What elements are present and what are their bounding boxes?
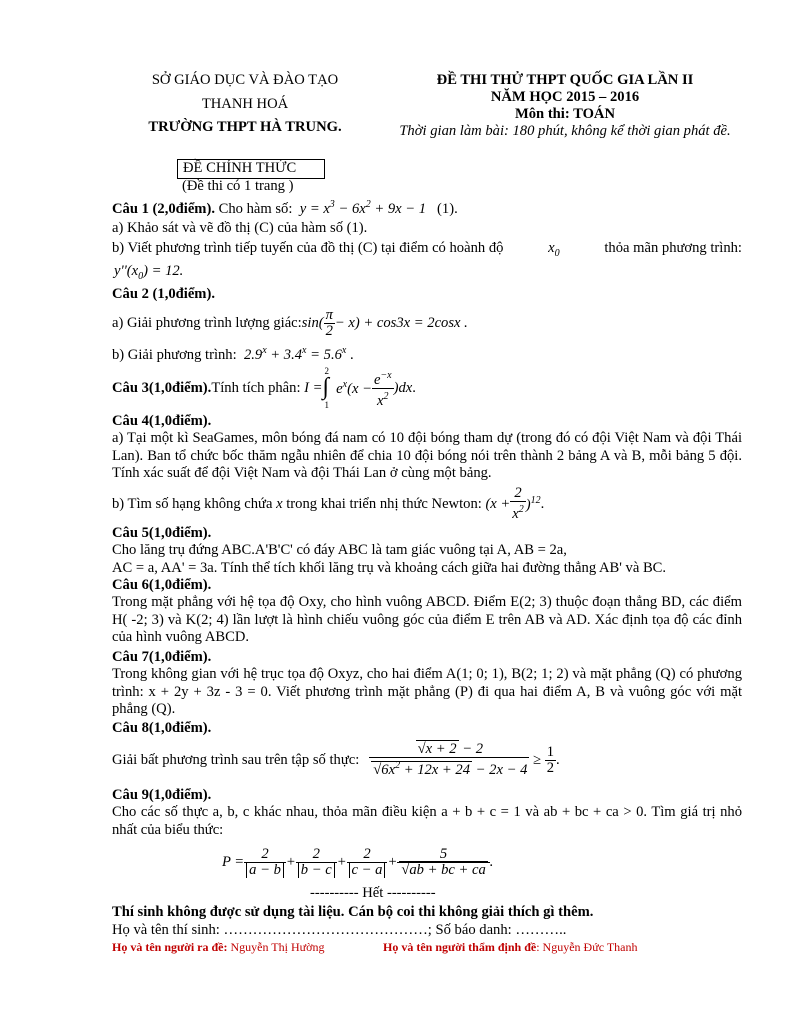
q3-heading: Câu 3(1,0điểm). (112, 379, 212, 396)
dept-name: SỞ GIÁO DỤC VÀ ĐÀO TẠO (151, 72, 339, 88)
q9-expression: P = $\frac{2}{a - b}$ + $\frac{2}{b - c}$ + $\frac{2}{c - a}$ + $\frac{5}{√ab + bc + ca}$ . (222, 845, 494, 878)
q4-frac: $\frac{2}{x^2}$ (512, 485, 524, 522)
q9-text: Cho các số thực a, b, c khác nhau, thỏa mãn điều kiện a + b + c = 1 và ab + bc + ca > 0. Tìm giá trị nhỏ nhất của biểu thức: (112, 804, 742, 838)
q1-b-tail: thỏa mãn phương trình: (604, 240, 742, 256)
checker-line (383, 940, 637, 955)
q2-heading: Câu 2 (1,0điểm). (112, 286, 215, 302)
exam-time: Thời gian làm bài: 180 phút, không kể thời gian phát đề. (399, 123, 731, 139)
q1-intro: Cho hàm số: (214, 200, 297, 217)
q2-a-line: a) Giải phương trình lượng giác: sin( $\frac{\pi}{2}$ − x) + cos3x = 2cosx . (112, 306, 468, 339)
q1-x0: $x_0$ (548, 240, 560, 259)
q6-text: Trong mặt phẳng với hệ tọa độ Oxy, cho hình vuông ABCD. Điểm E(2; 3) thuộc đoạn thẳng BD, các điểm H( -2; 3) và K(2; 4) lần lượt là hình chiếu vuông góc của điểm E trên AB và AD. Xác định tọa độ các đỉnh của hình vuông ABCD. (112, 594, 742, 646)
q4-b-line: b) Tìm số hạng không chứa x trong khai triển nhị thức Newton: (x + $\frac{2}{x^2}$ )$^{12}$ . (112, 485, 545, 522)
maker-label: Họ và tên người ra đề: (112, 940, 228, 954)
q7-text: Trong không gian với hệ trục tọa độ Oxyz, cho hai điểm A(1; 0; 1), B(2; 1; 2) và mặt phẳng (Q) có phương trình: x + 2y + 3z - 3 = 0. Viết phương trình mặt phẳng (P) đi qua hai điểm A, B và vuông góc với mặt phẳng (Q). (112, 666, 742, 718)
q1-num: (1). (437, 200, 458, 217)
q1-heading: Câu 1 (2,0điểm). (112, 200, 215, 217)
q1-function: $y = x^3 - 6x^2 + 9x - 1$ (296, 199, 427, 217)
q1-a: a) Khảo sát và vẽ đồ thị (C) của hàm số (1). (112, 220, 368, 236)
notice: Thí sinh không được sử dụng tài liệu. Cán bộ coi thi không giải thích gì thêm. (112, 904, 594, 920)
q8-heading: Câu 8(1,0điểm). (112, 720, 212, 736)
q2-b: b) Giải phương trình: (112, 346, 241, 363)
integral-sign: 2 ∫ 1 (322, 366, 330, 410)
school-name: TRƯỜNG THPT HÀ TRUNG. (148, 119, 342, 135)
q8-text: Giải bất phương trình sau trên tập số thực: (112, 751, 360, 768)
q4-b1: b) Tìm số hạng không chứa (112, 495, 273, 512)
exam-title: ĐỀ THI THỬ THPT QUỐC GIA LẦN II (436, 72, 694, 88)
q2-b-line: b) Giải phương trình: $2.9^x + 3.4^x = 5.6^x$ . (112, 345, 354, 363)
checker-name: : Nguyễn Đức Thanh (536, 940, 638, 954)
q7-heading: Câu 7(1,0điểm). (112, 649, 212, 665)
q6-heading: Câu 6(1,0điểm). (112, 577, 212, 593)
maker-name: Nguyễn Thị Hường (227, 940, 325, 954)
exam-subject: Môn thi: TOÁN (514, 106, 615, 122)
exam-year: NĂM HỌC 2015 – 2016 (490, 89, 640, 105)
q3-frac: $\frac{e^{-x}}{x^2}$ (373, 369, 392, 409)
q1-line (112, 199, 458, 218)
q5-heading: Câu 5(1,0điểm). (112, 525, 212, 541)
q2-a: a) Giải phương trình lượng giác: (112, 314, 302, 331)
candidate-line: Họ và tên thí sinh: ……………………………………; Số báo danh: ……….. (112, 922, 567, 938)
official-pages: (Đề thi có 1 trang ) (182, 178, 294, 194)
q4-a: a) Tại một kì SeaGames, môn bóng đá nam có 10 đội bóng tham dự (trong đó có đội Việt Nam và đội Thái Lan). Ban tổ chức bốc thăm ngẫu nhiên để chia 10 đội bóng nói trên thành 2 bảng A và B, mỗi bảng 5 đội. Tính xác suất để đội Việt Nam và đội Thái Lan ở cùng một bảng. (112, 430, 742, 482)
province-name: THANH HOÁ (201, 96, 289, 112)
q9-heading: Câu 9(1,0điểm). (112, 787, 212, 803)
maker-line (112, 940, 324, 955)
q1-b-line (112, 240, 742, 259)
q8-half: $\frac{1}{2}$ (546, 743, 555, 776)
end-mark: ---------- Hết ---------- (310, 885, 436, 901)
q5-line1: Cho lăng trụ đứng ABC.A'B'C' có đáy ABC là tam giác vuông tại A, AB = 2a, (112, 542, 567, 558)
q3-line: Câu 3(1,0điểm). Tính tích phân: I = 2 ∫ 1 $e^x(x$ − $\frac{e^{-x}}{x^2}$ )dx . (112, 366, 416, 410)
q3-text: Tính tích phân: (211, 379, 301, 396)
q5-line2: AC = a, AA' = 3a. Tính thể tích khối lăng trụ và khoảng cách giữa hai đường thẳng AB' và BC. (112, 560, 667, 576)
q1-condition: $y''(x_0) = 12$. (114, 263, 184, 282)
checker-label: Họ và tên người thẩm định đề (383, 940, 537, 954)
q4-b2: trong khai triển nhị thức Newton: (286, 495, 482, 512)
q8-frac: $\frac{√x + 2 - 2}{√6x^2 + 12x + 24 - 2x - 4}$ (369, 742, 529, 778)
q8-line: Giải bất phương trình sau trên tập số thực: $\frac{√x + 2 - 2}{√6x^2 + 12x + 24 - 2x - 4}$ ≥ $\frac{1}{2}$ . (112, 741, 560, 778)
official-label: ĐỀ CHÍNH THỨC (183, 160, 297, 176)
q2-pi-frac: $\frac{\pi}{2}$ (325, 306, 333, 339)
q1-b: b) Viết phương trình tiếp tuyến của đồ thị (C) tại điểm có hoành độ (112, 240, 504, 256)
q4-heading: Câu 4(1,0điểm). (112, 413, 212, 429)
